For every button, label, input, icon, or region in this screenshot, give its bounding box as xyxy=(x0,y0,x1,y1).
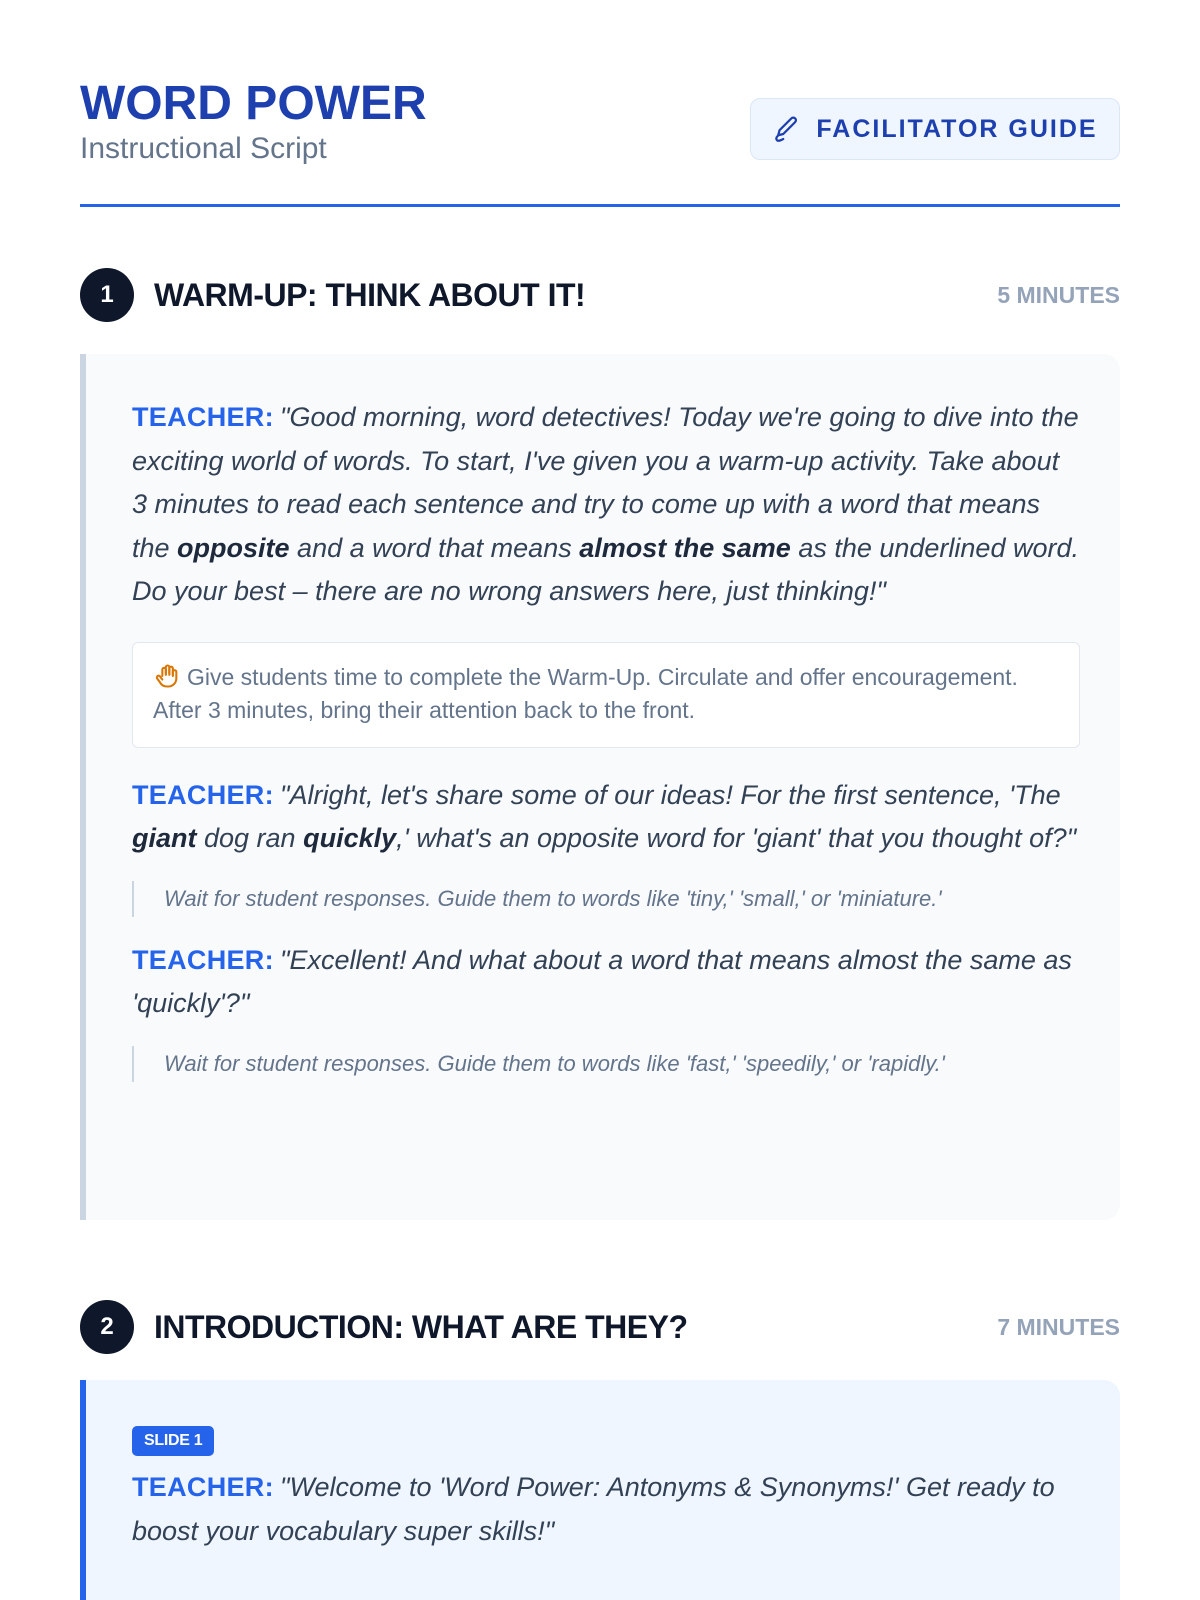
section-title: WARM-UP: THINK ABOUT IT! xyxy=(154,276,586,313)
section-title: INTRODUCTION: WHAT ARE THEY? xyxy=(154,1308,688,1345)
section-duration: 7 MINUTES xyxy=(997,1313,1120,1340)
emphasis-text: opposite xyxy=(177,532,290,563)
speaker-label: TEACHER: xyxy=(132,402,274,432)
page-title: WORD POWER xyxy=(80,77,427,130)
emphasis-text: quickly xyxy=(303,823,397,853)
slide-badge: SLIDE 1 xyxy=(132,1426,214,1456)
teacher-script-line xyxy=(132,939,1080,1026)
teacher-script-line xyxy=(132,774,1080,861)
hand-icon xyxy=(153,662,181,690)
section-duration: 5 MINUTES xyxy=(997,281,1120,308)
script-text: "Alright, let's share some of our ideas! For the first sentence, 'The xyxy=(279,779,1061,810)
wait-instruction: Wait for student responses. Guide them to words like 'fast,' 'speedily,' or 'rapidly.' xyxy=(132,1046,1080,1082)
teacher-script-line xyxy=(132,396,1080,614)
page-subtitle: Instructional Script xyxy=(80,132,327,165)
speaker-label: TEACHER: xyxy=(132,944,274,975)
facilitator-guide-button[interactable] xyxy=(750,98,1120,160)
section-number-badge: 1 xyxy=(80,268,134,322)
emphasis-text: giant xyxy=(132,823,197,853)
section-1-script-panel xyxy=(80,354,1120,1220)
teacher-script-line xyxy=(132,1466,1080,1553)
header-divider xyxy=(80,204,1120,207)
script-text: as the underlined word. Do your best – there are no wrong answers here, just thinking!" xyxy=(132,532,1079,606)
script-text: dog ran xyxy=(196,823,304,853)
emphasis-text: almost the same xyxy=(579,532,791,563)
script-text: ,' what's an opposite word for 'giant' that you thought of?" xyxy=(396,823,1077,853)
speaker-label: TEACHER: xyxy=(132,779,274,810)
pen-icon xyxy=(772,114,802,144)
section-number-badge: 2 xyxy=(80,1300,134,1354)
speaker-label: TEACHER: xyxy=(132,1472,274,1502)
facilitator-note xyxy=(132,642,1080,748)
script-text: "Welcome to 'Word Power: Antonyms & Synonyms!' Get ready to boost your vocabulary super skills!" xyxy=(132,1472,1055,1546)
script-text: "Excellent! And what about a word that means almost the same as 'quickly'?" xyxy=(132,944,1072,1018)
page-header xyxy=(80,78,1120,166)
script-text: and a word that means xyxy=(289,532,580,563)
facilitator-note-text: Give students time to complete the Warm-Up. Circulate and offer encouragement. After 3 minutes, bring their attention back to the front. xyxy=(153,663,1018,723)
wait-instruction: Wait for student responses. Guide them to words like 'tiny,' 'small,' or 'miniature.' xyxy=(132,881,1080,917)
script-text: "Good morning, word detectives! Today we're going to dive into the exciting world of words. To start, I've given you a warm-up activity. Take about 3 minutes to read each sentence and try to come up with a word that means the xyxy=(132,402,1079,563)
facilitator-guide-label: FACILITATOR GUIDE xyxy=(816,114,1098,143)
section-2-script-panel xyxy=(80,1380,1120,1600)
section-2-heading xyxy=(80,1300,1120,1354)
section-1-heading xyxy=(80,268,1120,322)
